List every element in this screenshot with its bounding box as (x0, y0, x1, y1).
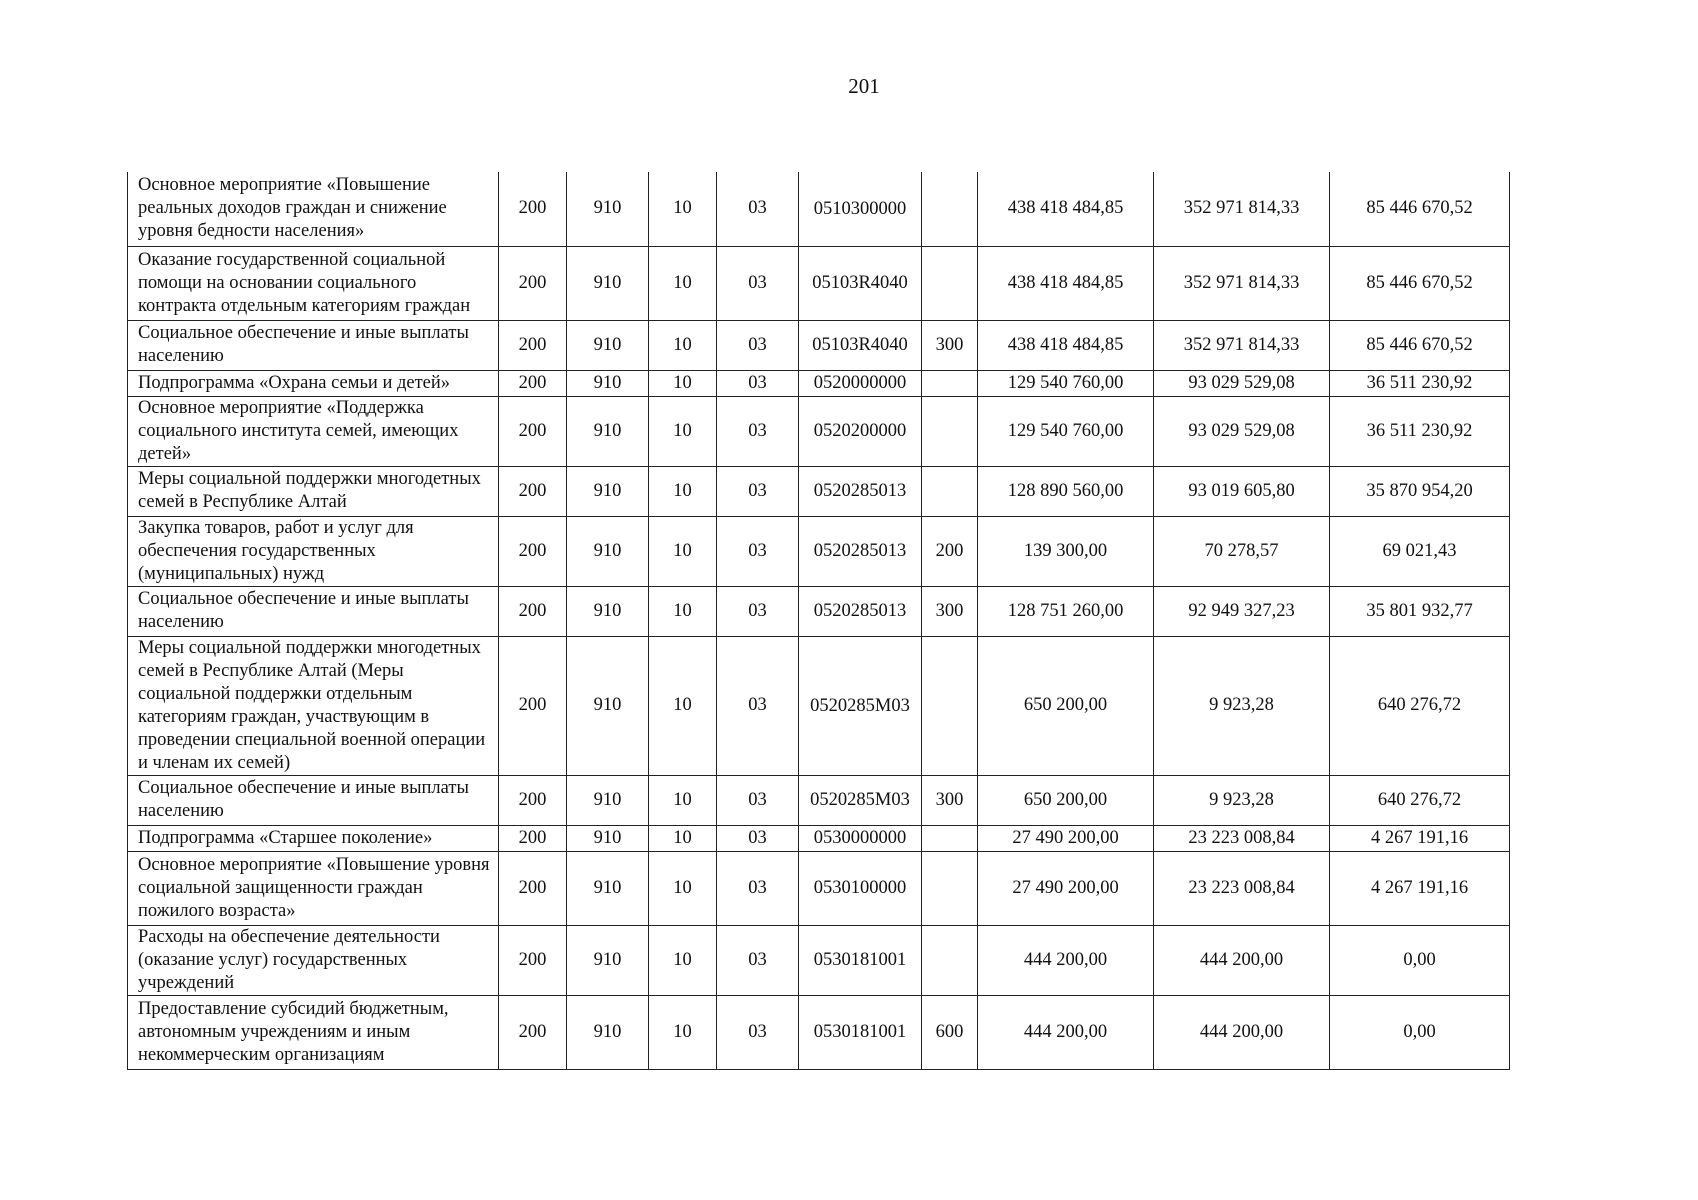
table-row (128, 851, 1510, 925)
target-article-cell: 0530000000 (799, 825, 922, 851)
grbs-cell: 910 (567, 370, 649, 396)
remainder-amount-cell: 640 276,72 (1330, 636, 1510, 775)
remainder-amount-cell: 4 267 191,16 (1330, 825, 1510, 851)
code-cell: 200 (499, 851, 567, 925)
plan-amount-cell: 128 890 560,00 (978, 466, 1154, 516)
code-cell: 200 (499, 925, 567, 995)
table-row (128, 925, 1510, 995)
table-row (128, 246, 1510, 320)
target-article-cell: 0510300000 (799, 172, 922, 246)
row-name: Предоставление субсидий бюджетным, автономным учреждениям и иным некоммерческим организациям (128, 995, 499, 1069)
executed-amount-cell: 70 278,57 (1154, 516, 1330, 586)
table-row (128, 370, 1510, 396)
plan-amount-cell: 650 200,00 (978, 636, 1154, 775)
section-cell: 10 (649, 370, 717, 396)
grbs-cell: 910 (567, 172, 649, 246)
grbs-cell: 910 (567, 320, 649, 370)
subsection-cell: 03 (717, 925, 799, 995)
executed-amount-cell: 9 923,28 (1154, 775, 1330, 825)
remainder-amount-cell: 4 267 191,16 (1330, 851, 1510, 925)
subsection-cell: 03 (717, 516, 799, 586)
grbs-cell: 910 (567, 775, 649, 825)
section-cell: 10 (649, 586, 717, 636)
executed-amount-cell: 92 949 327,23 (1154, 586, 1330, 636)
row-name: Меры социальной поддержки многодетных семей в Республике Алтай (Меры социальной поддержки отдельным категориям граждан, участвующим в проведении специальной военной операции и членам их семей) (128, 636, 499, 775)
remainder-amount-cell: 69 021,43 (1330, 516, 1510, 586)
target-article-cell: 0530181001 (799, 995, 922, 1069)
section-cell: 10 (649, 851, 717, 925)
target-article-cell: 0520285М03 (799, 775, 922, 825)
grbs-cell: 910 (567, 995, 649, 1069)
executed-amount-cell: 93 019 605,80 (1154, 466, 1330, 516)
target-article-cell: 0520285013 (799, 586, 922, 636)
code-cell: 200 (499, 172, 567, 246)
code-cell: 200 (499, 775, 567, 825)
grbs-cell: 910 (567, 516, 649, 586)
executed-amount-cell: 23 223 008,84 (1154, 851, 1330, 925)
remainder-amount-cell: 85 446 670,52 (1330, 246, 1510, 320)
subsection-cell: 03 (717, 851, 799, 925)
remainder-amount-cell: 640 276,72 (1330, 775, 1510, 825)
expense-type-cell (922, 851, 978, 925)
page-number: 201 (848, 74, 880, 98)
grbs-cell: 910 (567, 586, 649, 636)
executed-amount-cell: 23 223 008,84 (1154, 825, 1330, 851)
section-cell: 10 (649, 466, 717, 516)
expense-type-cell (922, 396, 978, 466)
code-cell: 200 (499, 516, 567, 586)
remainder-amount-cell: 35 870 954,20 (1330, 466, 1510, 516)
row-name: Основное мероприятие «Повышение уровня социальной защищенности граждан пожилого возраста» (128, 851, 499, 925)
expense-type-cell (922, 636, 978, 775)
plan-amount-cell: 27 490 200,00 (978, 851, 1154, 925)
expense-type-cell (922, 246, 978, 320)
executed-amount-cell: 93 029 529,08 (1154, 370, 1330, 396)
executed-amount-cell: 352 971 814,33 (1154, 172, 1330, 246)
subsection-cell: 03 (717, 775, 799, 825)
target-article-cell: 0520285М03 (799, 636, 922, 775)
table-row (128, 825, 1510, 851)
section-cell: 10 (649, 775, 717, 825)
executed-amount-cell: 352 971 814,33 (1154, 246, 1330, 320)
subsection-cell: 03 (717, 172, 799, 246)
subsection-cell: 03 (717, 396, 799, 466)
section-cell: 10 (649, 825, 717, 851)
grbs-cell: 910 (567, 396, 649, 466)
budget-table (127, 172, 1510, 1070)
section-cell: 10 (649, 172, 717, 246)
code-cell: 200 (499, 825, 567, 851)
row-name: Основное мероприятие «Поддержка социального института семей, имеющих детей» (128, 396, 499, 466)
subsection-cell: 03 (717, 466, 799, 516)
expense-type-cell: 600 (922, 995, 978, 1069)
executed-amount-cell: 93 029 529,08 (1154, 396, 1330, 466)
subsection-cell: 03 (717, 246, 799, 320)
expense-type-cell: 300 (922, 775, 978, 825)
remainder-amount-cell: 0,00 (1330, 925, 1510, 995)
row-name: Основное мероприятие «Повышение реальных доходов граждан и снижение уровня бедности населения» (128, 172, 499, 246)
expense-type-cell (922, 370, 978, 396)
plan-amount-cell: 650 200,00 (978, 775, 1154, 825)
code-cell: 200 (499, 320, 567, 370)
code-cell: 200 (499, 370, 567, 396)
remainder-amount-cell: 85 446 670,52 (1330, 320, 1510, 370)
code-cell: 200 (499, 466, 567, 516)
section-cell: 10 (649, 516, 717, 586)
grbs-cell: 910 (567, 636, 649, 775)
expense-type-cell (922, 172, 978, 246)
remainder-amount-cell: 36 511 230,92 (1330, 370, 1510, 396)
row-name: Меры социальной поддержки многодетных семей в Республике Алтай (128, 466, 499, 516)
target-article-cell: 05103R4040 (799, 320, 922, 370)
row-name: Социальное обеспечение и иные выплаты населению (128, 775, 499, 825)
target-article-cell: 0520285013 (799, 466, 922, 516)
grbs-cell: 910 (567, 925, 649, 995)
code-cell: 200 (499, 995, 567, 1069)
section-cell: 10 (649, 925, 717, 995)
expense-type-cell (922, 825, 978, 851)
table-row (128, 396, 1510, 466)
section-cell: 10 (649, 636, 717, 775)
plan-amount-cell: 438 418 484,85 (978, 172, 1154, 246)
expense-type-cell (922, 925, 978, 995)
row-name: Социальное обеспечение и иные выплаты населению (128, 320, 499, 370)
remainder-amount-cell: 36 511 230,92 (1330, 396, 1510, 466)
table-body (128, 172, 1510, 1069)
row-name: Подпрограмма «Старшее поколение» (128, 825, 499, 851)
table-row (128, 172, 1510, 246)
plan-amount-cell: 444 200,00 (978, 995, 1154, 1069)
target-article-cell: 05103R4040 (799, 246, 922, 320)
code-cell: 200 (499, 586, 567, 636)
expense-type-cell: 300 (922, 586, 978, 636)
plan-amount-cell: 129 540 760,00 (978, 396, 1154, 466)
table-row (128, 636, 1510, 775)
subsection-cell: 03 (717, 320, 799, 370)
target-article-cell: 0520285013 (799, 516, 922, 586)
executed-amount-cell: 444 200,00 (1154, 925, 1330, 995)
row-name: Социальное обеспечение и иные выплаты населению (128, 586, 499, 636)
plan-amount-cell: 438 418 484,85 (978, 246, 1154, 320)
table-row (128, 586, 1510, 636)
target-article-cell: 0520000000 (799, 370, 922, 396)
table-row (128, 516, 1510, 586)
executed-amount-cell: 352 971 814,33 (1154, 320, 1330, 370)
code-cell: 200 (499, 396, 567, 466)
row-name: Оказание государственной социальной помощи на основании социального контракта отдельным категориям граждан (128, 246, 499, 320)
section-cell: 10 (649, 396, 717, 466)
grbs-cell: 910 (567, 851, 649, 925)
table-row (128, 995, 1510, 1069)
code-cell: 200 (499, 636, 567, 775)
target-article-cell: 0520200000 (799, 396, 922, 466)
plan-amount-cell: 438 418 484,85 (978, 320, 1154, 370)
subsection-cell: 03 (717, 370, 799, 396)
row-name: Расходы на обеспечение деятельности (оказание услуг) государственных учреждений (128, 925, 499, 995)
remainder-amount-cell: 35 801 932,77 (1330, 586, 1510, 636)
plan-amount-cell: 444 200,00 (978, 925, 1154, 995)
section-cell: 10 (649, 246, 717, 320)
expense-type-cell: 300 (922, 320, 978, 370)
expense-type-cell: 200 (922, 516, 978, 586)
executed-amount-cell: 444 200,00 (1154, 995, 1330, 1069)
subsection-cell: 03 (717, 825, 799, 851)
row-name: Подпрограмма «Охрана семьи и детей» (128, 370, 499, 396)
executed-amount-cell: 9 923,28 (1154, 636, 1330, 775)
row-name: Закупка товаров, работ и услуг для обеспечения государственных (муниципальных) нужд (128, 516, 499, 586)
remainder-amount-cell: 85 446 670,52 (1330, 172, 1510, 246)
table-row (128, 775, 1510, 825)
plan-amount-cell: 128 751 260,00 (978, 586, 1154, 636)
section-cell: 10 (649, 320, 717, 370)
target-article-cell: 0530100000 (799, 851, 922, 925)
target-article-cell: 0530181001 (799, 925, 922, 995)
expense-type-cell (922, 466, 978, 516)
table-row (128, 466, 1510, 516)
grbs-cell: 910 (567, 825, 649, 851)
remainder-amount-cell: 0,00 (1330, 995, 1510, 1069)
subsection-cell: 03 (717, 586, 799, 636)
section-cell: 10 (649, 995, 717, 1069)
plan-amount-cell: 139 300,00 (978, 516, 1154, 586)
code-cell: 200 (499, 246, 567, 320)
table-row (128, 320, 1510, 370)
subsection-cell: 03 (717, 636, 799, 775)
subsection-cell: 03 (717, 995, 799, 1069)
plan-amount-cell: 129 540 760,00 (978, 370, 1154, 396)
grbs-cell: 910 (567, 246, 649, 320)
grbs-cell: 910 (567, 466, 649, 516)
plan-amount-cell: 27 490 200,00 (978, 825, 1154, 851)
